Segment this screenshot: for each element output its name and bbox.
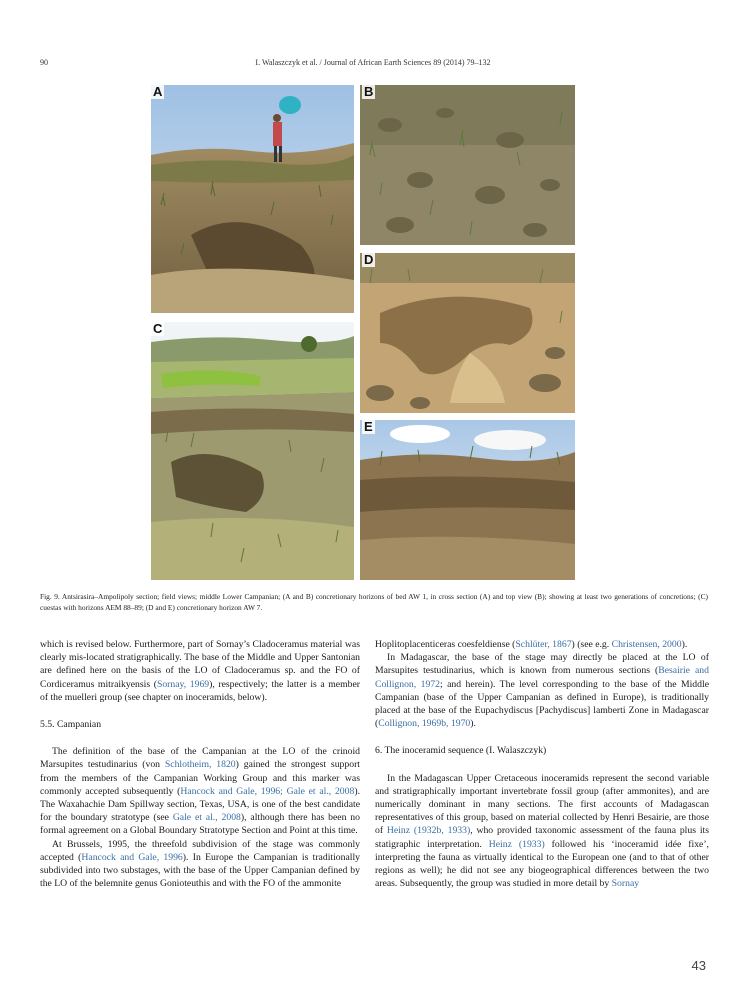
panel-e-photo [360,420,575,580]
citation-link[interactable]: Heinz (1932b, 1933) [386,825,471,837]
citation-link[interactable]: Hancock and Gale, 1996; Gale et al., 2008 [180,785,355,797]
citation-link[interactable]: Sornay [611,878,640,890]
citation-link[interactable]: Schlüter, 1867 [515,639,572,650]
panel-a-photo [151,85,354,313]
paragraph: At Brussels, 1995, the threefold subdivision of the stage was commonly accepted (Hancock and Gale, 1996). In Europe the Campanian is traditionally subdivided into two substages, with the base of the Upper Campanian defined by the LO of the belemnite genus Gonioteuthis and with the FO of the ammonite [40,838,360,890]
figure-panel-a [151,85,354,313]
figure-caption: Fig. 9. Antsirasira–Ampolipoly section; field views; middle Lower Campanian; (A and B) concretionary horizons of bed AW 1, in cross section (A) and top view (B); showing at least two generations of concretions; (C) cuestas with horizons AEM 88–89; (D and E) concretionary horizon AW 7. [40,592,708,612]
citation-link[interactable]: Besairie and Collignon, 1972 [375,665,709,690]
running-journal-header: I. Walaszczyk et al. / Journal of African Earth Sciences 89 (2014) 79–132 [255,58,491,67]
footer-page-number: 43 [691,958,706,973]
citation-link[interactable]: Gale et al., 2008 [172,812,241,824]
figure-panel-c [151,322,354,580]
paragraph: In the Madagascan Upper Cretaceous inoceramids represent the second variable and stratigraphically important invertebrate fossil group (after ammonites), and are numerically dominant in many sections. The first accounts of Madagascan representatives of this group, based on material collected by Henri Besairie, are those of Heinz (1932b, 1933), who provided taxonomic assessment of the fauna plus its statigraphic interpretation. Heinz (1933) followed his ‘inoceramid idée fixe’, interpreting the fauna as virtually identical to the European one (and to that of other regions as well); he did not see any biogeographical differences between the two areas. Subsequently, the group was studied in more detail by Sornay [375,772,709,890]
running-page-number: 90 [40,58,48,67]
panel-label-d: D [364,253,374,267]
figure-panel-b [360,85,575,245]
panel-label-e: E [364,420,373,434]
citation-link[interactable]: Christensen, 2000 [611,639,682,650]
right-text-column [375,638,709,890]
paragraph: The definition of the base of the Campanian at the LO of the crinoid Marsupites testudinarius (von Schlotheim, 1820) gained the strongest support from the members of the Campanian Working Group and this marker was commonly accepted subsequently (Hancock and Gale, 1996; Gale et al., 2008). The Waxahachie Dam Spillway section, Texas, USA, is one of the best candidate for the boundary stratotype (see Gale et al., 2008), although there has been no formal agreement on a Global Boundary Stratotype Section and Point at this time. [40,746,360,837]
figure-panel-e [360,420,575,580]
figure-panel-d [360,253,575,413]
paragraph: which is revised below. Furthermore, part of Sornay’s Cladoceramus material was clearly mis-located stratigraphically. The base of the Middle and Upper Santonian are defined here on the basis of the LO of Cladoceramus sp. and the FO of Cordiceramus mitraikyensis (Sornay, 1969), respectively; the latter is a member of the muelleri group (see chapter on inoceramids, below). [40,639,360,703]
section-heading: 6. The inoceramid sequence (I. Walaszczyk) [375,745,547,757]
citation-link[interactable]: Heinz (1933) [488,838,545,850]
panel-label-b: B [364,85,374,99]
citation-link[interactable]: Schlotheim, 1820 [164,759,236,771]
panel-label-c: C [153,322,163,336]
panel-label-a: A [153,85,163,99]
citation-link[interactable]: Collignon, 1969b, 1970 [378,718,471,730]
panel-c-photo [151,322,354,580]
panel-b-photo [360,85,575,245]
citation-link[interactable]: Hancock and Gale, 1996 [81,851,183,863]
paragraph: In Madagascar, the base of the stage may directly be placed at the LO of Marsupites testudinarius, which is known from numerous sections (Besairie and Collignon, 1972; and herein). The level corresponding to the base of the Middle Campanian (base of the Upper Campanian as defined in Europe), is traditionally placed at the base of the Eupachydiscus [Pachydiscus] lamberti Zone in Madagascar (Collignon, 1969b, 1970). [375,652,709,730]
section-heading: 5.5. Campanian [40,719,102,731]
left-text-column [40,638,360,890]
citation-link[interactable]: Sornay, 1969 [156,678,210,690]
paragraph: Hoplitoplacenticeras coesfeldiense (Schlüter, 1867) (see e.g. Christensen, 2000). [375,639,688,650]
panel-d-photo [360,253,575,413]
